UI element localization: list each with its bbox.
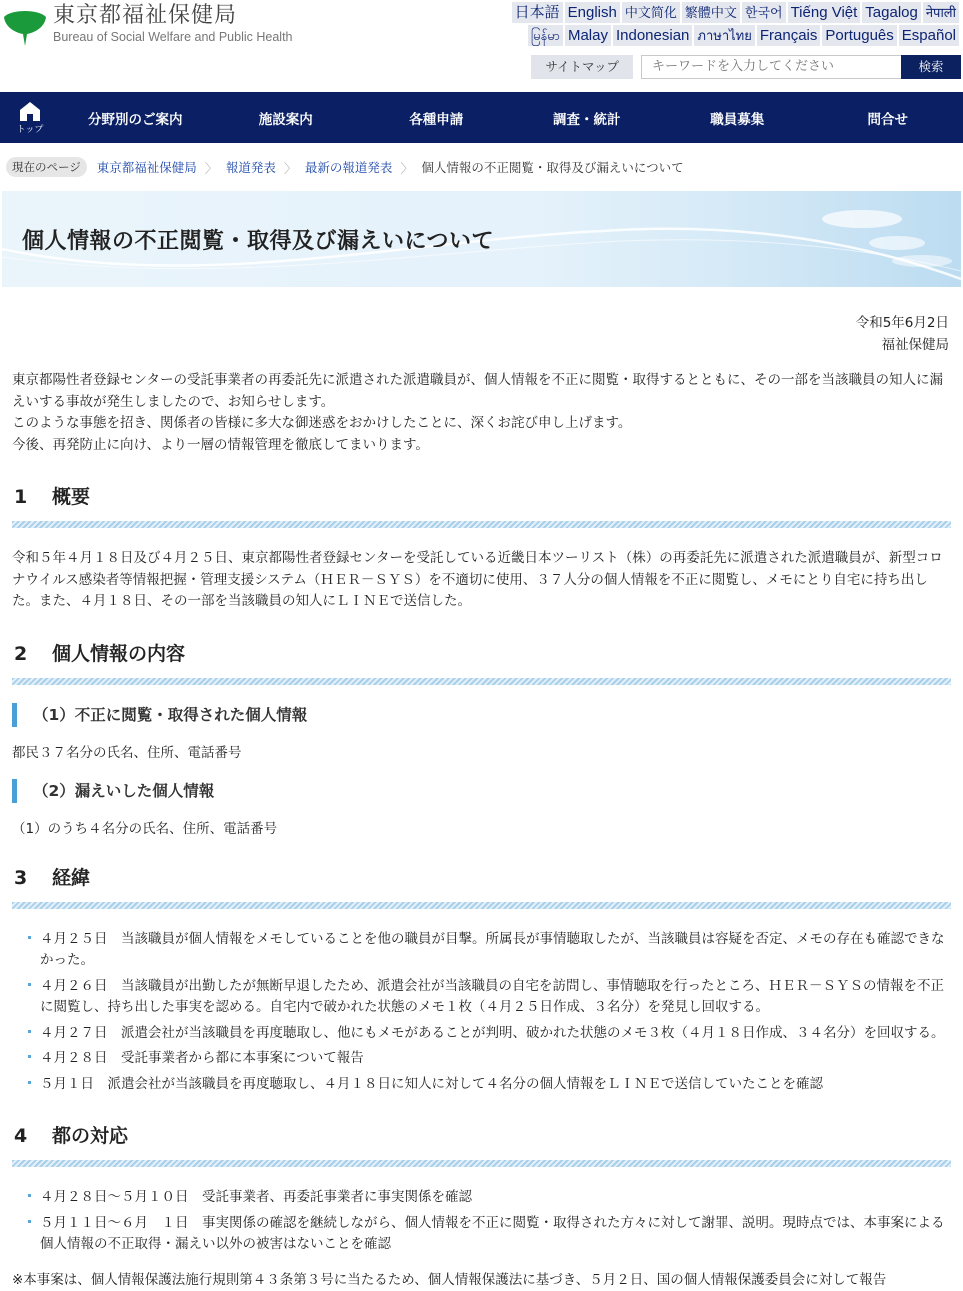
lang-tagalog[interactable]: Tagalog — [862, 2, 921, 23]
sitemap-button[interactable]: サイトマップ — [531, 55, 633, 79]
nav-item-contact[interactable]: 問合せ — [813, 108, 963, 128]
accessed-info-body: 都民３７名分の氏名、住所、電話番号 — [12, 741, 951, 761]
lang-malay[interactable]: Malay — [565, 25, 611, 46]
page-title: 個人情報の不正閲覧・取得及び漏えいについて — [22, 224, 494, 255]
breadcrumb-link-latest-press[interactable]: 最新の報道発表 — [305, 158, 393, 176]
nav-item-facilities[interactable]: 施設案内 — [211, 108, 362, 128]
language-switcher — [457, 2, 959, 48]
lang-chinese-traditional[interactable]: 繁體中文 — [682, 2, 740, 23]
nav-item-recruitment[interactable]: 職員募集 — [662, 108, 813, 128]
section-heading-timeline: 3 経緯 — [12, 863, 951, 890]
search-input[interactable] — [641, 55, 901, 79]
global-nav — [0, 92, 963, 143]
breadcrumb-link-press[interactable]: 報道発表 — [226, 158, 276, 176]
home-icon — [19, 101, 41, 121]
list-item: ４月２８日 受託事業者から都に本事案について報告 — [26, 1048, 951, 1070]
section-divider — [12, 678, 951, 685]
lang-french[interactable]: Français — [757, 25, 821, 46]
timeline-list — [12, 929, 951, 1096]
intro-paragraph: 今後、再発防止に向け、より一層の情報管理を徹底してまいります。 — [12, 435, 951, 457]
intro-paragraph: このような事態を招き、関係者の皆様に多大な御迷惑をおかけしたことに、深くお詫び申し上げます。 — [12, 413, 951, 435]
chevron-right-icon: 〉 — [400, 158, 413, 177]
list-item: ４月２５日 当該職員が個人情報をメモしていることを他の職員が目撃。所属長が事情聴取したが、当該職員は容疑を否定、メモの存在も確認できなかった。 — [26, 929, 951, 972]
utility-bar — [531, 55, 961, 79]
section-heading-response: 4 都の対応 — [12, 1121, 951, 1148]
lang-spanish[interactable]: Español — [899, 25, 959, 46]
section-heading-personal-info: 2 個人情報の内容 — [12, 639, 951, 666]
list-item: ４月２６日 当該職員が出勤したが無断早退したため、派遣会社が当該職員の自宅を訪問し、事情聴取を行ったところ、ＨＥＲ－ＳＹＳの情報を不正に閲覧し、持ち出した事実を認める。自宅内で破かれた状態のメモ１枚（４月２５日作成、３名分）を発見し回収する。 — [26, 976, 951, 1019]
title-banner — [2, 191, 961, 287]
lang-thai[interactable]: ภาษาไทย — [694, 25, 754, 46]
lang-nepali[interactable]: नेपाली — [923, 2, 959, 23]
breadcrumb — [0, 143, 963, 191]
intro-text — [12, 370, 951, 456]
lang-burmese[interactable]: မြန်မာ — [528, 25, 563, 46]
breadcrumb-current: 個人情報の不正閲覧・取得及び漏えいについて — [421, 158, 683, 176]
chevron-right-icon: 〉 — [284, 158, 297, 177]
publish-date: 令和5年6月2日 — [12, 312, 949, 334]
breadcrumb-link-bureau[interactable]: 東京都福祉保健局 — [97, 158, 197, 176]
main-content — [0, 312, 963, 1291]
lang-korean[interactable]: 한국어 — [742, 2, 786, 23]
nav-top-button[interactable] — [0, 93, 60, 144]
intro-paragraph: 東京都陽性者登録センターの受託事業者の再委託先に派遣された派遣職員が、個人情報を不正に閲覧・取得するとともに、その一部を当該職員の知人に漏えいする事故が発生しましたので、お知らせします。 — [12, 370, 951, 413]
section-divider — [12, 902, 951, 909]
list-item: ４月２８日～５月１０日 受託事業者、再委託事業者に事実関係を確認 — [26, 1187, 951, 1209]
list-item: ５月１日 派遣会社が当該職員を再度聴取し、４月１８日に知人に対して４名分の個人情報をＬＩＮＥで送信していたことを確認 — [26, 1074, 951, 1096]
subheading-accessed-info: （1）不正に閲覧・取得された個人情報 — [12, 703, 951, 727]
subheading-leaked-info: （2）漏えいした個人情報 — [12, 779, 951, 803]
nav-item-fields[interactable]: 分野別のご案内 — [60, 108, 211, 128]
lang-indonesian[interactable]: Indonesian — [613, 25, 692, 46]
lang-english[interactable]: English — [565, 2, 620, 23]
lang-portuguese[interactable]: Português — [822, 25, 896, 46]
search-button[interactable]: 検索 — [901, 55, 961, 79]
nav-item-applications[interactable]: 各種申請 — [361, 108, 512, 128]
site-logo[interactable] — [3, 2, 293, 48]
response-list — [12, 1187, 951, 1256]
overview-body: 令和５年４月１８日及び４月２５日、東京都陽性者登録センターを受託している近畿日本ツーリスト（株）の再委託先に派遣された派遣職員が、新型コロナウイルス感染者等情報把握・管理支援システム（ＨＥＲ－ＳＹＳ）を不適切に使用、３７人分の個人情報を不正に閲覧し、メモにとり自宅に持ち出した。また、４月１８日、その一部を当該職員の知人にＬＩＮＥで送信した。 — [12, 548, 951, 613]
nav-top-label: トップ — [17, 122, 44, 135]
section-heading-overview: 1 概要 — [12, 482, 951, 509]
nav-item-statistics[interactable]: 調査・統計 — [512, 108, 663, 128]
department: 福祉保健局 — [12, 334, 949, 356]
footnote: ※本事案は、個人情報保護法施行規則第４３条第３号に当たるため、個人情報保護法に基づき、５月２日、国の個人情報保護委員会に対して報告 — [12, 1270, 951, 1291]
logo-title-jp: 東京都福祉保健局 — [53, 2, 293, 30]
lang-vietnamese[interactable]: Tiếng Việt — [788, 2, 861, 23]
section-divider — [12, 1160, 951, 1167]
lang-japanese[interactable]: 日本語 — [512, 2, 563, 23]
ginkgo-logo-icon — [3, 4, 47, 48]
lang-chinese-simplified[interactable]: 中文简化 — [622, 2, 680, 23]
leaked-info-body: （1）のうち４名分の氏名、住所、電話番号 — [12, 817, 951, 837]
chevron-right-icon: 〉 — [205, 158, 218, 177]
site-header — [0, 0, 963, 92]
section-divider — [12, 521, 951, 528]
dateline — [12, 312, 951, 356]
list-item: ４月２７日 派遣会社が当該職員を再度聴取し、他にもメモがあることが判明、破かれた状態のメモ３枚（４月１８日作成、３４名分）を回収する。 — [26, 1023, 951, 1045]
breadcrumb-label: 現在のページ — [6, 157, 87, 177]
logo-title-en: Bureau of Social Welfare and Public Health — [53, 30, 293, 44]
list-item: ５月１１日～６月 １日 事実関係の確認を継続しながら、個人情報を不正に閲覧・取得された方々に対して謝罪、説明。現時点では、本事案による個人情報の不正取得・漏えい以外の被害はないことを確認 — [26, 1213, 951, 1256]
